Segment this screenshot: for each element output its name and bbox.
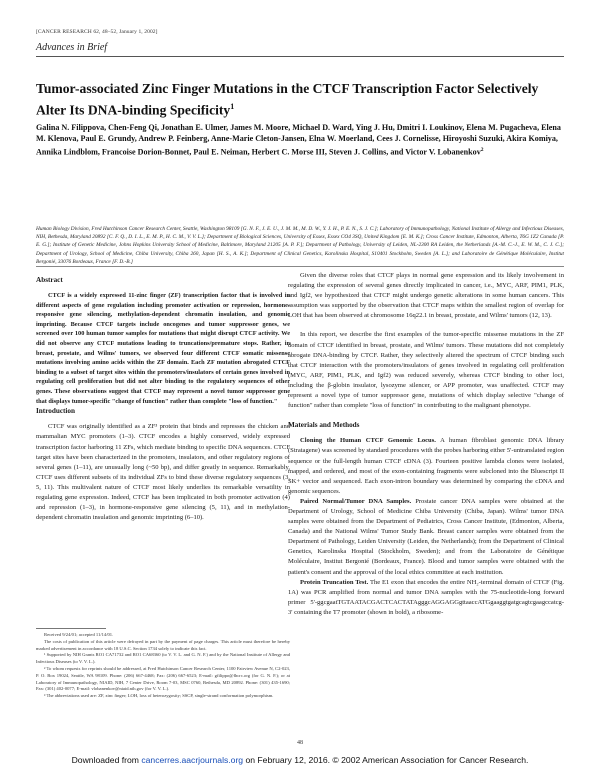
methods-cloning (288, 436, 564, 497)
title-footnote-mark: 1 (230, 102, 235, 111)
affiliations: Human Biology Division, Fred Hutchinson Cancer Research Center, Seattle, Washington 98109 [G. N. F., J. E. U., J. M. M., M. D. W., Y. J. H., P. E. N., S. J. C.]; Laboratory of Immunopathology, National Institute of Allergy and Infectious Diseases, NIH, Bethesda, Maryland 20892 [C. F. Q., D. I. L., E. M. P., H. C. M., V. V. L.]; Department of Biological Sciences, University of Essex, Essex CO4 3SQ, United Kingdom [E. M. K.]; Cross Cancer Institute, Edmonton, Alberta, T6G 1Z2 Canada [P. E. G.]; Institute of Genetic Medicine, Johns Hopkins University School of Medicine, Baltimore, Maryland 21205 [A. P. F.]; Department of Pathology, University of Leiden, NL-2300 RA Leiden, the Netherlands [A.-M. C.-J., E. W. M., C. J. C.]; Department of Urology, School of Medicine, Chiba University, Chiba 260, Japan [H. S., A. K.]; Department of Clinical Genetics, Karolinska Hospital, S10401 Stockholm, Sweden [A. L.]; and Laboratoire de Génétique Moléculaire, Institut Bergonié, 33076 Bordeaux, France [F. D.-B.] (36, 226, 564, 265)
header-rule (36, 56, 564, 57)
methods-truncation-head: Protein Truncation Test. (300, 578, 369, 586)
journal-citation: [CANCER RESEARCH 62, 48–52, January 1, 2002] (36, 29, 158, 35)
author-names: Galina N. Filippova, Chen-Feng Qi, Jonathan E. Ulmer, James M. Moore, Michael D. Ward, Ying J. Hu, Dmitri I. Loukinov, Elena M. Pugacheva, Elena M. Klenova, Paul E. Grundy, Andrew P. Feinberg, Anne-Marie Cleton-Jansen, Elna W. Moerland, Cees J. Cornelisse, Hiroyoshi Suzuki, Akira Komiya, Annika Lindblom, Francoise Dorion-Bonnet, Paul E. Neiman, Herbert C. Morse III, Steven J. Collins, and Victor V. Lobanenkov (36, 123, 561, 157)
introduction-heading: Introduction (36, 407, 76, 416)
right-column (288, 271, 564, 618)
methods-heading: Materials and Methods (288, 421, 360, 430)
article-title-text: Tumor-associated Zinc Finger Mutations in the CTCF Transcription Factor Selectively Alter Its DNA-binding Specificity (36, 81, 539, 118)
left-column (36, 275, 290, 523)
methods-samples (288, 497, 564, 578)
methods-cloning-head: Cloning the Human CTCF Genomic Locus. (300, 437, 436, 445)
right-paragraph-1: Given the diverse roles that CTCF plays in normal gene expression and its likely involvement in regulating the expression of several genes directly implicated in cancer, i.e., MYC, ARF, PIM1, PLK, and Igf2, we hypothesized that CTCF might undergo genetic alterations in some human cancers. This assumption was supported by the observation that CTCF maps within the smallest region of overlap for LOH that has been observed at chromosome 16q22.1 in breast, prostate, and Wilms' tumors (12, 13). (288, 272, 564, 320)
download-notice (0, 755, 600, 765)
section-label: Advances in Brief (36, 42, 108, 53)
methods-cloning-text: A human fibroblast genomic DNA library (Stratagene) was screened by standard procedures with the probes harboring either 5'-untranslated region sequence or the full-length human CTCF cDNA (3). Fourteen positive lambda clones were isolated, mapped, and ordered, and most of the exon-containing fragments were subcloned into the Bluescript II SK+ vector and sequenced. Each exon-intron boundary was determined by comparing the cDNA and genomic sequences. (288, 437, 565, 495)
affiliation-rule (36, 266, 564, 267)
abstract-heading: Abstract (36, 276, 63, 284)
methods-truncation (288, 578, 564, 618)
footnote-costs: The costs of publication of this article were defrayed in part by the payment of page charges. This article must therefore be hereby marked advertisement in accordance with 18 U.S.C. Section 1734 solely to indicate this fact. (36, 638, 290, 651)
article-title (36, 80, 564, 120)
footnote-rule (36, 628, 106, 629)
author-list (36, 123, 564, 158)
introduction-paragraph: CTCF was originally identified as a ZF³ protein that binds and represses the chicken and mammalian MYC promoters (1–3). CTCF encodes a highly conserved, widely expressed transcription factor harboring 11 ZFs, which mediate binding to specific DNA sequences. CTCF target sites have been characterized in the promoters, insulators, and other regulatory regions of several genes (1–11), are unusually long (~50 bp), and differ greatly in sequence. Remarkably, CTCF uses different subsets of its individual ZFs to bind these diverse regulatory sequences (3, 5, 11). This multivalent nature of CTCF most likely underlies its remarkable versatility in regulating gene expression. Indeed, CTCF has been implicated in both promoter activation (4) and repression (1–3), in hormone-responsive gene silencing (5, 11), and in methylation-dependent chromatin insulation and genomic imprinting (6–10). (36, 423, 290, 522)
author-footnote-mark: 2 (480, 146, 484, 153)
footnote-3: ³ The abbreviations used are: ZF, zinc finger; LOH, loss of heterozygosity; SSCP, single-strand conformation polymorphism. (44, 693, 274, 699)
download-suffix: on February 12, 2016. © 2002 American Association for Cancer Research. (243, 755, 529, 765)
download-prefix: Downloaded from (71, 755, 142, 765)
right-paragraph-2: In this report, we describe the first examples of the tumor-specific missense mutations in the ZF domain of CTCF identified in breast, prostate, and Wilms' tumors. These mutations did not completely abrogate DNA-binding by CTCF. Rather, they selectively altered the spectrum of CTCF binding such that CTCF interaction with the promoters/insulators of genes involved in regulating cell proliferation (MYC, ARF, PIM1, PLK, and Igf2) was reduced severely, whereas CTCF binding to other loci, including the β-globin insulator, lysozyme silencer, or APP promoter, was unaffected. CTCF may represent a novel type of tumor suppressor gene, mutations of which display selective "change of function" rather than complete "loss of function" in contributing to the malignant phenotype. (288, 331, 564, 410)
page-number: 48 (297, 740, 303, 746)
footnote-2: ² To whom requests for reprints should be addressed, at Fred Hutchinson Cancer Research Center, 1100 Fairview Avenue N, C2-023, P. O. Box 19024, Seattle, WA 98109. Phone: (206) 667-4468; Fax: (206) 667-6523; E-mail: gfilippo@fhcrc.org (for G. N. F.); or at Laboratory of Immunopathology, NIAID, NIH, 7 Center Drive, Room 7-03, MSC 0760, Bethesda, MD 20892. Phone: (301) 435-1690; Fax: (301) 402-0077; E-mail: vlobanenkov@niaid.nih.gov (for V. V. L.). (36, 665, 290, 692)
footnote-1: ¹ Supported by NIH Grants RO1 CA71732 and RO1 CA68360 (to V. V. L. and G. N. F.) and by the National Institute of Allergy and Infectious Diseases (to V. V. L.). (36, 652, 290, 665)
footnotes (36, 632, 290, 700)
journal-link[interactable]: cancerres.aacrjournals.org (141, 755, 244, 765)
methods-truncation-text: The E1 exon that encodes the entire NH₂-terminal domain of CTCF (Fig. 1A) was PCR amplified from normal and tumor DNA samples with the 75-nucleotide-long forward primer 5'-ggcgaatTGTAATACGACTCACTATAgggcAGGAGGgttaaccATGgaaggtgatgcagtcgaagccatcg-3' containing the T7 promoter (shown in bold), a ribosome- (288, 578, 565, 616)
methods-samples-text: Prostate cancer DNA samples were obtained at the Department of Urology, School of Medicine Chiba University (Chiba, Japan). Wilms' tumor DNA samples were obtained from the Department of Pediatrics, Cross Cancer Institute, (Edmonton, Alberta, Canada) and the National Wilms' Tumor Study Bank. Breast cancer samples were obtained from the Department of Pathology, Leiden University (Leiden, the Netherlands); from the Department of Clinical Genetics, Karolinska Hospital (Stockholm, Sweden); and from the Laboratoire de Génétique Moléculaire, Institut Bergonié (Bordeaux, France). Blood and tumor samples were obtained with the patient's consent and the approval of the local ethics committee at each institution. (288, 497, 565, 576)
abstract-text: CTCF is a widely expressed 11-zinc finger (ZF) transcription factor that is involved in different aspects of gene regulation including promoter activation or repression, hormone-responsive gene silencing, methylation-dependent chromatin insulation, and genomic imprinting. Because CTCF targets include oncogenes and tumor suppressor genes, we screened over 100 human tumor samples for mutations that might disrupt CTCF activity. We did not observe any CTCF mutations leading to truncations/premature stops. Rather, in breast, prostate, and Wilms' tumors, we observed four different CTCF somatic missense mutations involving amino acids within the ZF domain. Each ZF mutation abrogated CTCF binding to a subset of target sites within the promoters/insulators of certain genes involved in regulating cell proliferation but did not alter binding to the regulatory sequences of other genes. These observations suggest that CTCF may represent a novel tumor suppressor gene that displays tumor-specific "change of function" rather than complete "loss of function." (36, 292, 290, 405)
footnote-received: Received 9/24/01; accepted 11/14/01. (44, 632, 114, 637)
methods-samples-head: Paired Normal/Tumor DNA Samples. (300, 497, 412, 505)
